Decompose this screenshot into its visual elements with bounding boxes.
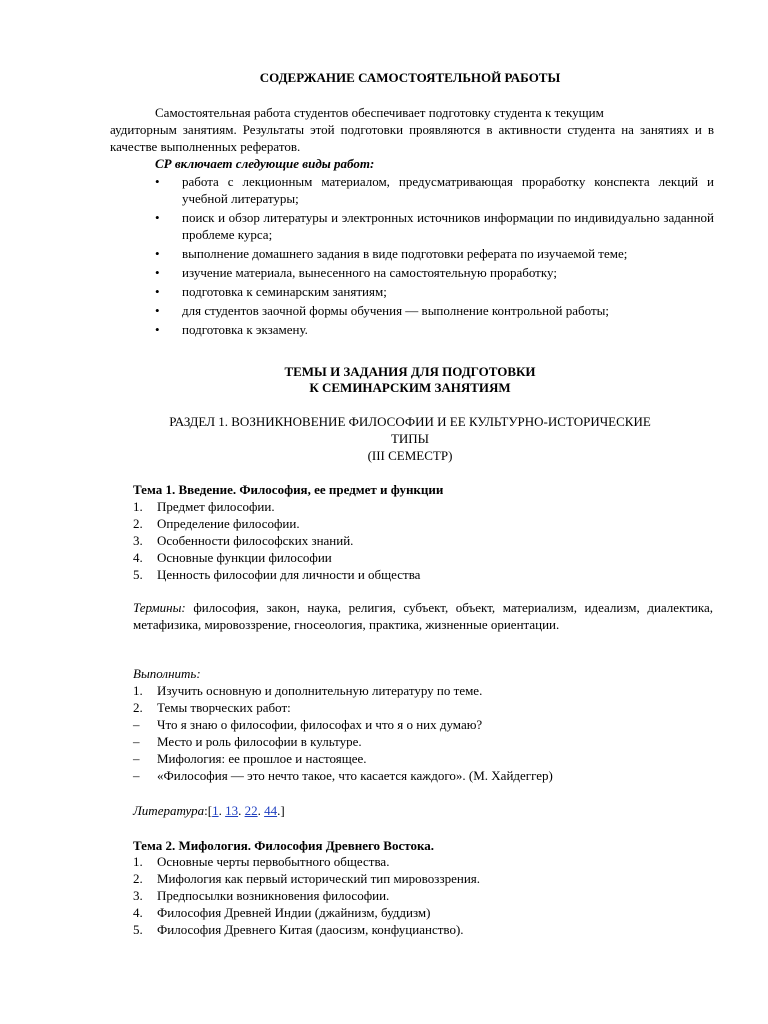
terms-paragraph [133, 599, 713, 633]
list-item [133, 853, 713, 870]
do-label: Выполнить: [133, 666, 201, 681]
dash-icon: – [133, 768, 140, 783]
section-title-line1: РАЗДЕЛ 1. ВОЗНИКНОВЕНИЕ ФИЛОСОФИИ И ЕЕ КУЛЬТУРНО-ИСТОРИЧЕСКИЕ [169, 414, 651, 429]
item-text: Предпосылки возникновения философии. [157, 888, 390, 903]
dash-icon: – [133, 717, 140, 732]
list-item-text: выполнение домашнего задания в виде подготовки реферата по изучаемой теме; [182, 246, 628, 261]
item-number: 3. [133, 533, 143, 548]
list-item-text: для студентов заочной формы обучения — выполнение контрольной работы; [182, 303, 609, 318]
item-text: Темы творческих работ: [157, 700, 291, 715]
item-number: 1. [133, 854, 143, 869]
intro-paragraph [110, 104, 714, 155]
list-item [133, 532, 713, 549]
list-item [133, 498, 713, 515]
intro-rest: аудиторным занятиям. Результаты этой подготовки проявляются в активности студента на занятиях и в качестве выполненных рефератов. [110, 122, 714, 154]
topics-heading-line2: К СЕМИНАРСКИМ ЗАНЯТИЯМ [309, 380, 511, 395]
item-text: Философия Древней Индии (джайнизм, буддизм) [157, 905, 431, 920]
item-text: Философия Древнего Китая (даосизм, конфуцианство). [157, 922, 464, 937]
item-text: Место и роль философии в культуре. [157, 734, 362, 749]
section-title-line2: ТИПЫ [390, 431, 430, 446]
item-text: Особенности философских знаний. [157, 533, 354, 548]
list-item-text: подготовка к семинарским занятиям; [182, 284, 387, 299]
literature-label: Литература [133, 803, 205, 818]
work-types-list [110, 173, 714, 340]
bullet-icon: • [155, 303, 160, 318]
item-text: Определение философии. [157, 516, 300, 531]
do-list [133, 682, 713, 784]
list-item [133, 904, 713, 921]
list-item [133, 682, 713, 699]
list-item [110, 264, 714, 281]
literature-bracket: :[ [204, 803, 213, 818]
dash-icon: – [133, 751, 140, 766]
item-number: 1. [133, 499, 143, 514]
list-item [133, 733, 713, 750]
list-item-text: работа с лекционным материалом, предусматривающая проработку конспекта лекций и учебной литературы; [182, 174, 714, 206]
item-text: Мифология как первый исторический тип мировоззрения. [157, 871, 481, 886]
page-title: СОДЕРЖАНИЕ САМОСТОЯТЕЛЬНОЙ РАБОТЫ [259, 70, 561, 85]
list-item [133, 750, 713, 767]
item-number: 4. [133, 905, 143, 920]
bullet-icon: • [155, 284, 160, 299]
terms-label: Термины: [133, 600, 186, 615]
item-number: 2. [133, 871, 143, 886]
dash-icon: – [133, 734, 140, 749]
bullet-icon: • [155, 246, 160, 261]
intro-line: Самостоятельная работа студентов обеспечивает подготовку студента к текущим [155, 105, 604, 120]
list-item [110, 302, 714, 319]
topics-heading-line1: ТЕМЫ И ЗАДАНИЯ ДЛЯ ПОДГОТОВКИ [284, 364, 536, 379]
item-number: 3. [133, 888, 143, 903]
list-item [133, 699, 713, 716]
list-item-text: изучение материала, вынесенного на самостоятельную проработку; [182, 265, 557, 280]
item-number: 4. [133, 550, 143, 565]
literature-link-13[interactable]: 13 [225, 803, 239, 818]
bullet-icon: • [155, 210, 160, 225]
item-text: Основные функции философии [157, 550, 332, 565]
item-text: Предмет философии. [157, 499, 275, 514]
section-semester: (III СЕМЕСТР) [367, 448, 453, 463]
literature-separator: . [238, 803, 245, 818]
theme2-questions [133, 853, 713, 938]
list-item [110, 245, 714, 262]
list-item [133, 887, 713, 904]
item-number: 2. [133, 700, 143, 715]
item-text: Основные черты первобытного общества. [157, 854, 390, 869]
list-item [133, 566, 713, 583]
item-text: Изучить основную и дополнительную литературу по теме. [157, 683, 483, 698]
list-item [133, 767, 713, 784]
literature-link-22[interactable]: 22 [244, 803, 258, 818]
item-number: 5. [133, 922, 143, 937]
bullet-icon: • [155, 265, 160, 280]
literature-separator: . [257, 803, 265, 818]
item-number: 5. [133, 567, 143, 582]
list-item [133, 549, 713, 566]
literature-link-1[interactable]: 1 [212, 803, 219, 818]
list-item-text: подготовка к экзамену. [182, 322, 308, 337]
item-text: Что я знаю о философии, философах и что я о них думаю? [157, 717, 483, 732]
bullet-icon: • [155, 322, 160, 337]
list-item [110, 321, 714, 338]
list-item-text: поиск и обзор литературы и электронных источников информации по индивидуально заданной проблеме курса; [182, 210, 714, 242]
literature-line [133, 802, 285, 819]
item-text: «Философия — это нечто такое, что касается каждого». (М. Хайдеггер) [157, 768, 553, 783]
terms-text: философия, закон, наука, религия, субъект, объект, материализм, идеализм, диалектика, метафизика, мировоззрение, гносеология, практика, жизненные ориентации. [133, 600, 713, 632]
sr-heading: СР включает следующие виды работ: [155, 156, 375, 171]
list-item [110, 283, 714, 300]
list-item [110, 173, 714, 207]
theme1-questions [133, 498, 713, 583]
list-item [110, 209, 714, 243]
literature-separator: . [218, 803, 226, 818]
literature-bracket: .] [277, 803, 285, 818]
list-item [133, 515, 713, 532]
item-number: 1. [133, 683, 143, 698]
item-text: Ценность философии для личности и общества [157, 567, 421, 582]
theme1-title: Тема 1. Введение. Философия, ее предмет и функции [133, 482, 444, 497]
literature-link-44[interactable]: 44 [264, 803, 278, 818]
item-text: Мифология: ее прошлое и настоящее. [157, 751, 367, 766]
bullet-icon: • [155, 174, 160, 189]
theme2-title: Тема 2. Мифология. Философия Древнего Востока. [133, 838, 435, 853]
item-number: 2. [133, 516, 143, 531]
list-item [133, 870, 713, 887]
list-item [133, 921, 713, 938]
list-item [133, 716, 713, 733]
